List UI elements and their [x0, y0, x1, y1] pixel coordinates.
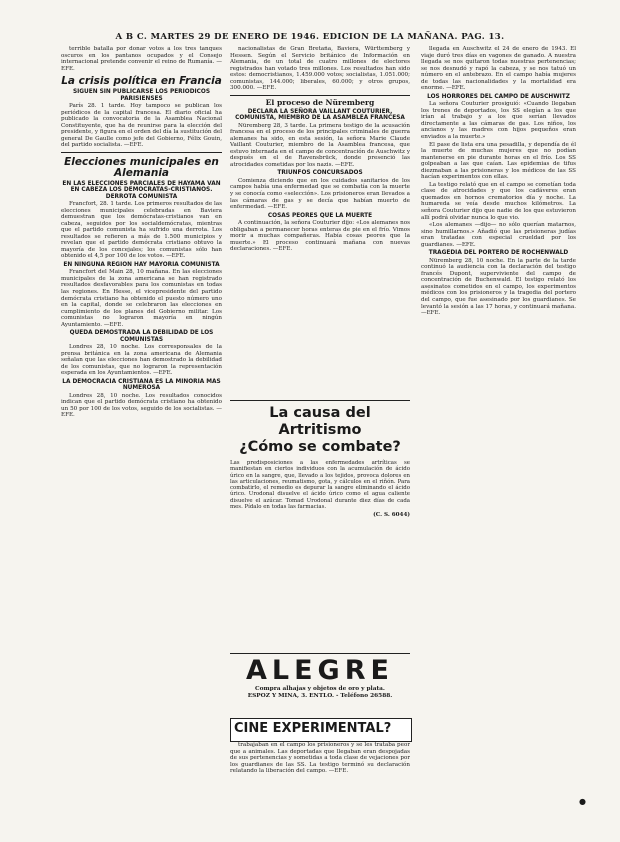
ad-artritismo-title-line1: La causa del Artritismo — [269, 405, 371, 438]
intro-paragraph: terrible batalla por donar votos a los tres tanques oscuros en los pantanos ocupados y el Consejo internacional pretende convenir el reino de Rumanía. —EFE. — [61, 46, 222, 72]
column-middle-bottom — [230, 742, 410, 830]
ad-alegre — [230, 656, 410, 716]
ad-cine-experimental — [230, 718, 412, 742]
subhead-cosas: COSAS PEORES QUE LA MUERTE — [267, 212, 373, 219]
paragraph-crisis: París 28. 1 tarde. Hoy tampoco se publican los periódicos de la capital francesa. El diario oficial ha publicado la convocatoria de la Asamblea Nacional Constituyente, que ha de reunirse para la elección del presidente, y figura en el orden del día la sustitución del general De Gaulle como jefe del Gobierno, Félix Gouin, del partido socialista. —EFE. — [61, 103, 222, 149]
ad-alegre-name: ALEGRE — [246, 656, 394, 686]
divider — [61, 152, 222, 153]
subhead-democracia: LA DEMOCRACIA CRISTIANA ES LA MINORIA MAS NUMEROSA — [62, 378, 221, 392]
paragraph-right-top: llegada en Auschwitz el 24 de enero de 1943. El viaje duró tres días en vagones de ganado. A nuestra llegada se nos quitaron todas nuestras pertenencias; se nos desnudó y rapó la cabeza, y se nos tatuó un número en el antebrazo. En el campo había mujeres de todas las nacionalidades y la mortalidad era enorme. —EFE. — [421, 46, 576, 92]
ad-cine-text: CINE EXPERIMENTAL? — [234, 721, 392, 736]
paragraph-mayoria: Francfort del Main 28, 10 mañana. En las elecciones municipales de la zona americana se han registrado resultados desfavorables para los comunistas en todas las regiones. En Hesse, el vicepresidente del partido demócrata cristiano ha obtenido el puesto número uno en la capital, donde se celebraron las elecciones en cumplimiento de los planes del Gobierno militar. Los comunistas no lograron mayoría en ningún Ayuntamiento. —EFE. — [61, 269, 222, 328]
divider — [230, 95, 410, 96]
paragraph-middle-top: nacionalistas de Gran Bretaña, Baviera, Württemberg y Hessen. Según el Servicio británico de Información en Alemania, de un total de cuatro millones de electores registrados han votado tres millones. Los resultados han sido estos: democristianos, 1.459.000 votos; socialistas, 1.051.000; comunistas, 144.000; liberales, 60.000; y otros grupos, 300.000. —EFE. — [230, 46, 410, 92]
column-left — [61, 46, 222, 830]
ad-artritismo-title-line2: ¿Cómo se combate? — [239, 439, 401, 455]
ad-alegre-line1: Compra alhajas y objetos de oro y plata. — [255, 686, 385, 692]
paragraph-queda: Londres 28, 10 noche. Los corresponsales de la prensa británica en la zona americana de Alemania señalan que las elecciones han demostrado la debilidad de los comunistas, que no lograron la representación esperada en los Ayuntamientos. —EFE. — [61, 344, 222, 377]
subhead-tragedia: TRAGEDIA DEL PORTERO DE ROCHENWALD — [428, 250, 569, 257]
ad-alegre-line2: ESPOZ Y MINA, 3. ENTLO. - Teléfono 26588. — [247, 693, 393, 699]
paragraph-democracia: Londres 28, 10 noche. Los resultados conocidos indican que el partido demócrata cristiano ha obtenido un 50 por 100 de los votos, seguido de los socialistas. —EFE. — [61, 392, 222, 419]
subhead-elecciones: EN LAS ELECCIONES PARCIALES DE HAYAMA VAN EN CABEZA LOS DEMOCRATAS-CRISTIANOS. DERROTA COMUNISTA — [62, 180, 221, 200]
ad-artritismo-title — [230, 405, 410, 456]
subhead-crisis: SIGUEN SIN PUBLICARSE LOS PERIODICOS PARISIENSES — [72, 89, 211, 102]
paragraph-cosas: A continuación, la señora Couturier dijo: «Los alemanes nos obligaban a permanecer horas enteras de pie en el frío. Vimos morir a muchas compañeras. Había cosas peores que la muerte.» El proceso continuará mañana con nuevas declaraciones. —EFE. — [230, 220, 410, 253]
paragraph-middle-bottom: trabajaban en el campo los prisioneros y se les trataba peor que a animales. Las deportadas que llegaban eran despojadas de sus pertenencias y sometidas a toda clase de vejaciones por los guardianes de las SS. La testigo terminó su declaración relatando la liberación del campo. —EFE. — [230, 742, 410, 775]
subhead-horrores: LOS HORRORES DEL CAMPO DE AUSCHWITZ — [427, 93, 570, 100]
paragraph-horrores-2: El pase de lista era una pesadilla, y dependía de él la muerte de muchas mujeres que no podían mantenerse en pie durante horas en el frío. Los SS golpeaban a las que caían. Las epidemias de tifus diezmaban a las prisioneras y los médicos de las SS hacían experimentos con ellas. — [421, 141, 576, 181]
paragraph-triunfos: Comienza diciendo que en los cuidados sanitarios de los campos había una enfermedad que se combatía con la muerte y se conocía como «selección». Los prisioneros eran llevados a las cámaras de gas y se decía que habían muerto de enfermedad. —EFE. — [230, 177, 410, 211]
paragraph-proceso: Nüremberg 28, 3 tarde. La primera testigo de la acusación francesa en el proceso de los principales criminales de guerra alemanes ha sido, en esta sesión, la señora Marie Claude Vaillant Couturier, miembro de la Asamblea francesa, que estuvo internada en el campo de concentración de Auschwitz y después en el de Ravensbrück, donde presenció las atrocidades cometidas por los nazis. —EFE. — [230, 122, 410, 168]
column-middle — [230, 46, 410, 396]
headline-proceso: El proceso de Nüremberg — [265, 97, 375, 107]
paragraph-horrores: La señora Couturier prosiguió: «Cuando llegaban los trenes de deportados, los SS elegían a los que irían al trabajo y a los que serían llevados directamente a las cámaras de gas. Los niños, los ancianos y las madres con hijos pequeños eran enviados a la muerte.» — [421, 101, 576, 140]
paragraph-elecciones: Francfort, 28. 1 tarde. Los primeros resultados de las elecciones municipales celebradas en Baviera demuestran que los demócratas-cristianos van en cabeza, seguidos por los socialdemócratas, mientras que el partido comunista ha sufrido una derrota. Los resultados se refieren a más de 1.500 municipios y revelan que el partido demócrata cristiano obtuvo la mayoría de los concejales; los comunistas sólo han obtenido el 4,5 por 100 de los votos. —EFE. — [61, 201, 222, 260]
ad-artritismo-signature: (C. S. 6044) — [373, 512, 410, 519]
bullet-mark: ● — [579, 797, 586, 806]
page-header: A B C. MARTES 29 DE ENERO DE 1946. EDICION DE LA MAÑANA. PAG. 13. — [115, 32, 505, 42]
ad-artritismo — [230, 400, 410, 654]
subhead-proceso: DECLARA LA SEÑORA VAILLANT COUTURIER, COMUNISTA, MIEMBRO DE LA ASAMBLEA FRANCESA — [235, 108, 405, 122]
column-right — [421, 46, 576, 830]
headline-crisis: La crisis política en Francia — [61, 75, 222, 88]
paragraph-horrores-3: La testigo relató que en el campo se cometían toda clase de atrocidades y que los cadáveres eran quemados en hornos crematorios día y noche. La humareda se veía desde muchos kilómetros. La señora Couturier dijo que nadie de los que estuvieron allí podrá olvidar nunca lo que vio. — [421, 181, 576, 221]
headline-elecciones: Elecciones municipales en Alemania — [64, 155, 219, 179]
subhead-queda: QUEDA DEMOSTRADA LA DEBILIDAD DE LOS COMUNISTAS — [69, 330, 214, 343]
paragraph-tragedia: Nüremberg 28, 10 noche. En la parte de la tarde continuó la audiencia con la declaración del testigo francés Dupont, superviviente del campo de concentración de Buchenwald. El testigo relató los asesinatos cometidos en el campo, los experimentos médicos con los prisioneros y la tragedia del portero del campo, que fue asesinado por los guardianes. Se levantó la sesión a las 17 horas, y continuará mañana. —EFE. — [421, 257, 576, 317]
subhead-mayoria: EN NINGUNA REGION HAY MAYORIA COMUNISTA — [63, 261, 220, 268]
paragraph-horrores-4: «Los alemanes —dijo— no sólo querían matarnos, sino humillarnos.» Añadió que las prisioneras judías eran tratadas con especial crueldad por los guardianes. —EFE. — [421, 222, 576, 248]
subhead-triunfos: TRIUNFOS CONCURSADOS — [277, 170, 363, 177]
ad-artritismo-body: Las predisposiciones a las enfermedades artríticas se manifiestan en ciertos individuos con la acumulación de ácido úrico en la sangre, que, llevado a los tejidos, provoca dolores en las articulaciones, reumatismo, gota, y cálculos en el riñón. Para combatirlo, el remedio es depurar la sangre eliminando el ácido úrico. Urodonal disuelve el ácido úrico como el agua caliente disuelve el azúcar. Tomad Urodonal durante diez días de cada mes. Pídalo en todas las farmacias. — [230, 460, 410, 511]
